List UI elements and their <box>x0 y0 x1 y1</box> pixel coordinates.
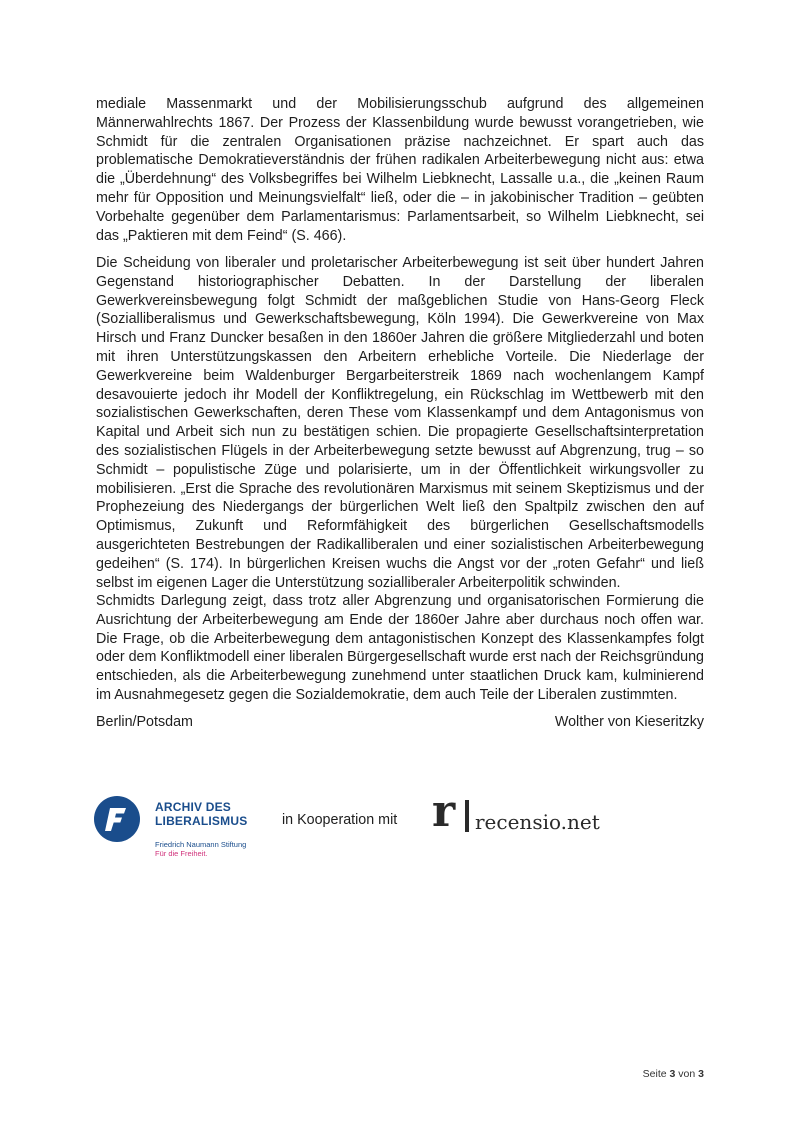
recensio-bar-mark <box>465 800 469 832</box>
page-footer <box>643 1068 704 1080</box>
archiv-des-liberalismus-logo <box>94 796 284 866</box>
footer-page-number: 3 <box>669 1068 676 1080</box>
archive-logo-title: ARCHIV DES LIBERALISMUS <box>155 800 248 828</box>
body-paragraph-2: Die Scheidung von liberaler und proletarischer Arbeiterbewegung ist seit über hundert Jahren Gegenstand historiographischer Debatten. In der Darstellung der liberalen Gewerkvereinsbewegung folgt Schmidt der maßgeblichen Studie von Hans-Georg Fleck (Sozialliberalismus und Gewerkschaftsbewegung, Köln 1994). Die Gewerkvereine von Max Hirsch und Franz Duncker besaßen in den 1860er Jahren die größere Mitgliederzahl und boten mit ihren Unterstützungskassen den Arbeitern erhebliche Vorteile. Die Niederlage der Gewerkvereine beim Waldenburger Bergarbeiterstreik 1869 nach wochenlangem Kampf desavouierte jedoch ihr Modell der Konfliktregelung, ein Rückschlag im Wettbewerb mit den sozialistischen Gewerkschaften, deren These vom Klassenkampf und dem Antagonismus von Kapital und Arbeit sich nun zu bestätigen schien. Die propagierte Gesellschaftsinterpretation des sozialistischen Flügels in der Arbeiterbewegung setzte bewusst auf Abgrenzung, trug – so Schmidt – populistische Züge und polarisierte, um in der Öffentlichkeit wirkungsvoller zu mobilisieren. „Erst die Sprache des revolutionären Marxismus mit seinem Skeptizismus und der Prophezeiung des Niedergangs der bürgerlichen Welt ließ den Spaltpilz zwischen den auf Optimismus, Zukunft und Reformfähigkeit des bürgerlichen Gesellschaftsmodells ausgerichteten Bestrebungen der Radikalliberalen und einer sozialistischen Arbeiterbewegung gedeihen“ (S. 174). In bürgerlichen Kreisen wuchs die Angst vor der „roten Gefahr“ und ließ selbst im eigenen Lager die Unterstützung sozialliberaler Arbeiterpolitik schwinden. <box>96 255 704 591</box>
footer-total-pages: 3 <box>698 1068 704 1080</box>
signature-author: Wolther von Kieseritzky <box>554 714 704 730</box>
fns-emblem-icon <box>94 796 140 842</box>
recensio-logo <box>432 786 600 840</box>
cooperation-text: in Kooperation mit <box>282 812 398 828</box>
signature-place: Berlin/Potsdam <box>96 714 193 730</box>
archive-logo-motto: Für die Freiheit. <box>155 849 208 858</box>
footer-prefix: Seite <box>642 1068 667 1080</box>
archive-logo-subtitle: Friedrich Naumann Stiftung <box>155 840 247 849</box>
body-paragraph-1: mediale Massenmarkt und der Mobilisierungsschub aufgrund des allgemeinen Männerwahlrechts 1867. Der Prozess der Klassenbildung wurde bewusst vorangetrieben, wie Schmidt für die zentralen Organisationen präzise nachzeichnet. Er spart auch das problematische Demokratieverständnis der frühen radikalen Arbeiterbewegung nicht aus: etwa die „Überdehnung“ des Volksbegriffes bei Wilhelm Liebknecht, Lassalle u.a., die „keinen Raum mehr für Opposition und Meinungsvielfalt“ ließ, oder die – in jakobinischer Tradition – geübten Vorbehalte gegenüber dem Parlamentarismus: Parlamentsarbeit, so Wilhelm Liebknecht, sei das „Paktieren mit dem Feind“ (S. 466). <box>96 96 704 244</box>
footer-middle: von <box>678 1068 696 1080</box>
recensio-logo-name: recensio.net <box>475 810 600 834</box>
recensio-r-mark-icon: r <box>432 786 456 837</box>
body-paragraph-3: Schmidts Darlegung zeigt, dass trotz aller Abgrenzung und organisatorischen Formierung die Ausrichtung der Arbeiterbewegung am Ende der 1860er Jahre aber durchaus noch offen war. Die Frage, ob die Arbeiterbewegung dem antagonistischen Konzept des Klassenkampfes folgt oder dem Konfliktmodell einer liberalen Bürgergesellschaft wurde erst nach der Reichsgründung entschieden, als die Arbeiterbewegung zunehmend unter staatlichen Druck kam, kulminierend im Ausnahmegesetz gegen die Sozialdemokratie, dem auch Teile der Liberalen zustimmten. <box>96 593 704 703</box>
